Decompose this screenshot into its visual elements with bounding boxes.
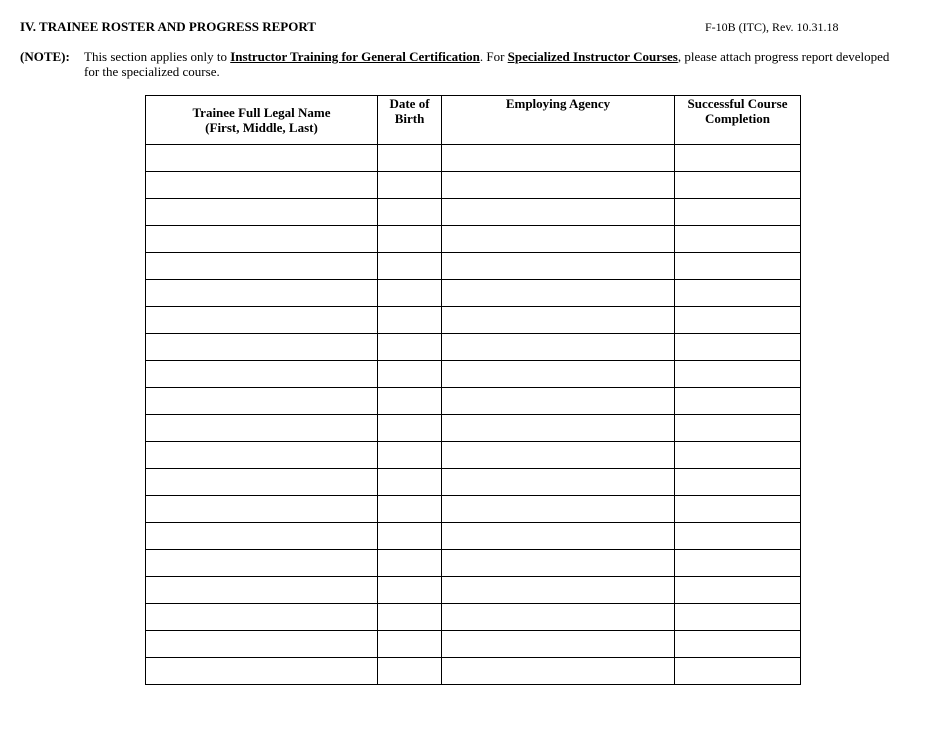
course-completion-cell[interactable] <box>675 388 801 415</box>
header-line: Trainee Full Legal Name <box>192 105 331 120</box>
employing-agency-cell[interactable] <box>442 280 675 307</box>
trainee-name-cell[interactable] <box>146 307 378 334</box>
table-row <box>146 496 801 523</box>
course-completion-cell[interactable] <box>675 577 801 604</box>
employing-agency-cell[interactable] <box>442 550 675 577</box>
table-row <box>146 226 801 253</box>
date-of-birth-cell[interactable] <box>378 523 442 550</box>
course-completion-cell[interactable] <box>675 415 801 442</box>
employing-agency-cell[interactable] <box>442 469 675 496</box>
table-row <box>146 280 801 307</box>
table-row <box>146 658 801 685</box>
note-text-part: , please attach progress report developed for the specialized course. <box>84 49 890 79</box>
trainee-name-cell[interactable] <box>146 658 378 685</box>
course-completion-cell[interactable] <box>675 334 801 361</box>
date-of-birth-cell[interactable] <box>378 631 442 658</box>
course-completion-cell[interactable] <box>675 226 801 253</box>
header-line: Successful Course <box>687 96 788 111</box>
employing-agency-cell[interactable] <box>442 415 675 442</box>
employing-agency-cell[interactable] <box>442 199 675 226</box>
table-row <box>146 523 801 550</box>
employing-agency-cell[interactable] <box>442 145 675 172</box>
date-of-birth-cell[interactable] <box>378 307 442 334</box>
table-row <box>146 604 801 631</box>
date-of-birth-cell[interactable] <box>378 604 442 631</box>
date-of-birth-cell[interactable] <box>378 496 442 523</box>
date-of-birth-cell[interactable] <box>378 469 442 496</box>
course-completion-cell[interactable] <box>675 307 801 334</box>
date-of-birth-cell[interactable] <box>378 253 442 280</box>
trainee-name-cell[interactable] <box>146 199 378 226</box>
header-line: Birth <box>394 111 425 126</box>
trainee-name-cell[interactable] <box>146 415 378 442</box>
trainee-name-cell[interactable] <box>146 280 378 307</box>
header-line: Date of <box>389 96 430 111</box>
trainee-name-cell[interactable] <box>146 469 378 496</box>
trainee-name-cell[interactable] <box>146 172 378 199</box>
trainee-name-cell[interactable] <box>146 388 378 415</box>
trainee-name-cell[interactable] <box>146 361 378 388</box>
header-line: (First, Middle, Last) <box>205 120 318 135</box>
table-row <box>146 631 801 658</box>
trainee-name-cell[interactable] <box>146 253 378 280</box>
employing-agency-cell[interactable] <box>442 496 675 523</box>
table-row <box>146 145 801 172</box>
table-row <box>146 469 801 496</box>
header-employing-agency <box>442 96 675 145</box>
table-row <box>146 388 801 415</box>
header-trainee-name <box>146 96 378 145</box>
course-completion-cell[interactable] <box>675 604 801 631</box>
date-of-birth-cell[interactable] <box>378 334 442 361</box>
employing-agency-cell[interactable] <box>442 604 675 631</box>
note-label: (NOTE): <box>20 49 70 64</box>
section-title: IV. TRAINEE ROSTER AND PROGRESS REPORT <box>20 19 316 34</box>
date-of-birth-cell[interactable] <box>378 280 442 307</box>
table-row <box>146 307 801 334</box>
instructor-training-link-text: Instructor Training for General Certification <box>230 49 480 64</box>
course-completion-cell[interactable] <box>675 253 801 280</box>
course-completion-cell[interactable] <box>675 658 801 685</box>
employing-agency-cell[interactable] <box>442 631 675 658</box>
employing-agency-cell[interactable] <box>442 226 675 253</box>
employing-agency-cell[interactable] <box>442 577 675 604</box>
employing-agency-cell[interactable] <box>442 388 675 415</box>
table-row <box>146 442 801 469</box>
table-row <box>146 361 801 388</box>
course-completion-cell[interactable] <box>675 523 801 550</box>
header-line: Completion <box>705 111 770 126</box>
employing-agency-cell[interactable] <box>442 253 675 280</box>
table-header-row <box>146 96 801 145</box>
date-of-birth-cell[interactable] <box>378 550 442 577</box>
table-row <box>146 172 801 199</box>
header-date-of-birth <box>378 96 442 145</box>
roster-body <box>146 145 801 685</box>
table-row <box>146 550 801 577</box>
date-of-birth-cell[interactable] <box>378 442 442 469</box>
header-line: Employing Agency <box>505 96 611 111</box>
date-of-birth-cell[interactable] <box>378 226 442 253</box>
employing-agency-cell[interactable] <box>442 172 675 199</box>
trainee-name-cell[interactable] <box>146 226 378 253</box>
course-completion-cell[interactable] <box>675 631 801 658</box>
date-of-birth-cell[interactable] <box>378 145 442 172</box>
date-of-birth-cell[interactable] <box>378 361 442 388</box>
trainee-name-cell[interactable] <box>146 442 378 469</box>
table-row <box>146 577 801 604</box>
date-of-birth-cell[interactable] <box>378 415 442 442</box>
date-of-birth-cell[interactable] <box>378 658 442 685</box>
date-of-birth-cell[interactable] <box>378 577 442 604</box>
employing-agency-cell[interactable] <box>442 361 675 388</box>
employing-agency-cell[interactable] <box>442 658 675 685</box>
trainee-roster-table <box>145 95 801 685</box>
course-completion-cell[interactable] <box>675 496 801 523</box>
course-completion-cell[interactable] <box>675 442 801 469</box>
employing-agency-cell[interactable] <box>442 307 675 334</box>
course-completion-cell[interactable] <box>675 145 801 172</box>
form-id: F-10B (ITC), Rev. 10.31.18 <box>705 20 839 34</box>
specialized-courses-link-text: Specialized Instructor Courses <box>507 49 678 64</box>
header-course-completion <box>675 96 801 145</box>
employing-agency-cell[interactable] <box>442 442 675 469</box>
trainee-name-cell[interactable] <box>146 523 378 550</box>
trainee-name-cell[interactable] <box>146 496 378 523</box>
course-completion-cell[interactable] <box>675 199 801 226</box>
date-of-birth-cell[interactable] <box>378 172 442 199</box>
trainee-name-cell[interactable] <box>146 577 378 604</box>
trainee-name-cell[interactable] <box>146 604 378 631</box>
employing-agency-cell[interactable] <box>442 523 675 550</box>
trainee-name-cell[interactable] <box>146 550 378 577</box>
course-completion-cell[interactable] <box>675 172 801 199</box>
note-text <box>84 49 904 79</box>
table-row <box>146 253 801 280</box>
note-text-part: . For <box>479 49 508 64</box>
table-row <box>146 415 801 442</box>
table-row <box>146 334 801 361</box>
course-completion-cell[interactable] <box>675 361 801 388</box>
table-row <box>146 199 801 226</box>
course-completion-cell[interactable] <box>675 550 801 577</box>
trainee-name-cell[interactable] <box>146 145 378 172</box>
trainee-name-cell[interactable] <box>146 631 378 658</box>
date-of-birth-cell[interactable] <box>378 199 442 226</box>
course-completion-cell[interactable] <box>675 280 801 307</box>
note-text-part: This section applies only to <box>84 49 231 64</box>
employing-agency-cell[interactable] <box>442 334 675 361</box>
course-completion-cell[interactable] <box>675 469 801 496</box>
date-of-birth-cell[interactable] <box>378 388 442 415</box>
trainee-name-cell[interactable] <box>146 334 378 361</box>
